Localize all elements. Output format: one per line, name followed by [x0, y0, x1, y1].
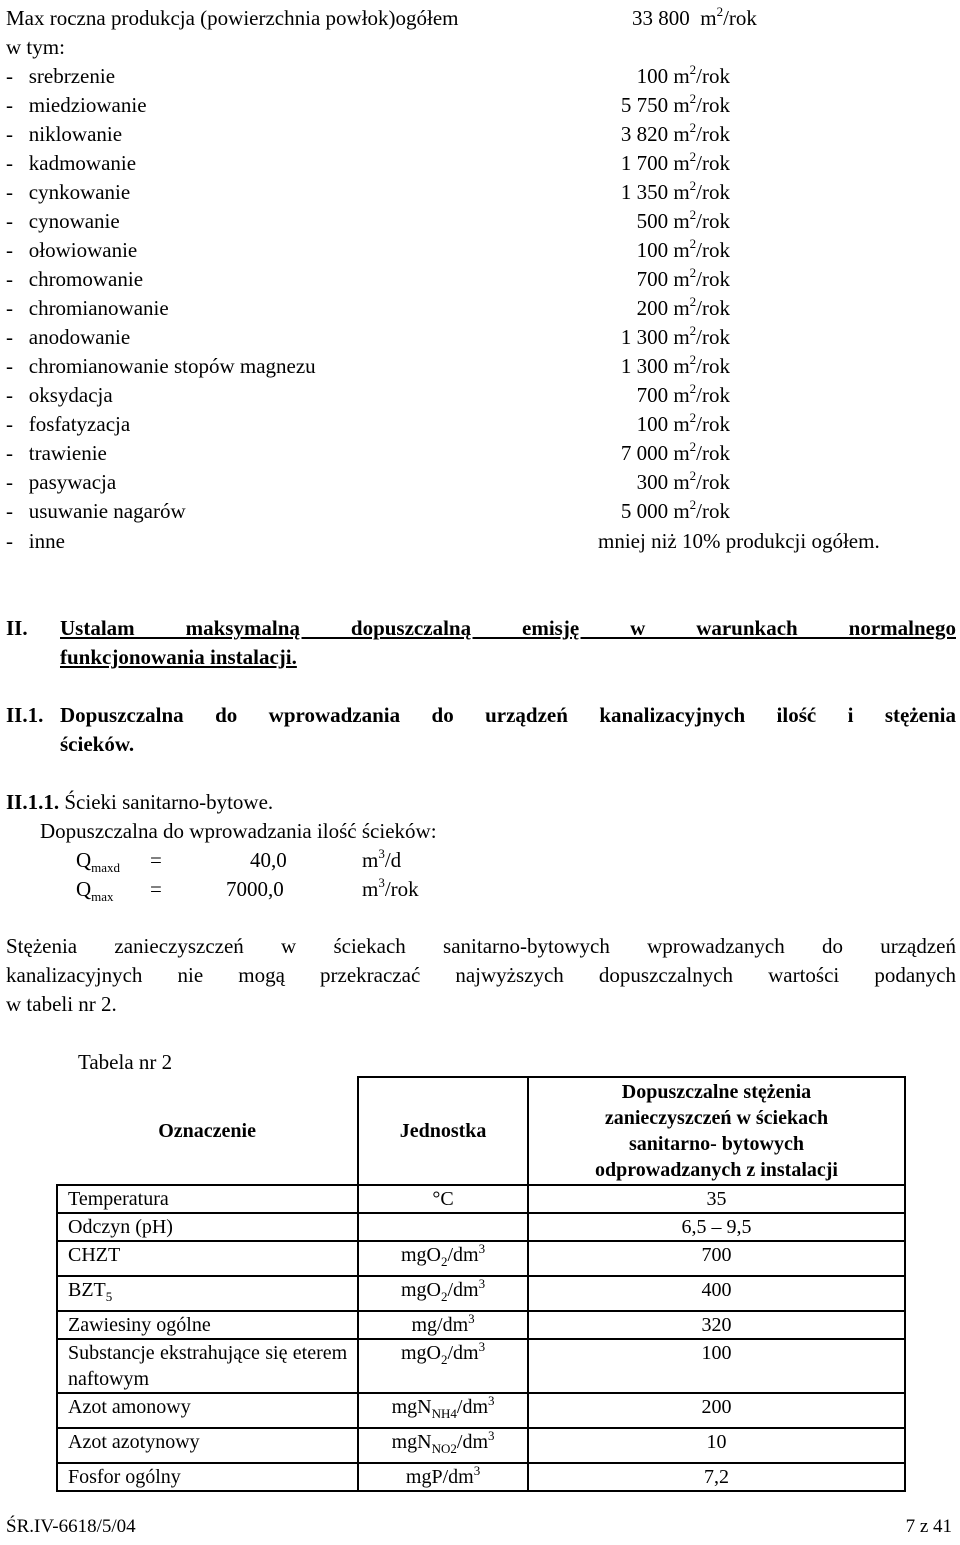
production-item-value: 1 300 $m^2$/rok [620, 352, 730, 378]
section-2-1-1-intro: Dopuszczalna do wprowadzania ilość ścieków: [40, 819, 437, 843]
table-2-caption: Tabela nr 2 [78, 1050, 173, 1074]
production-total-value: 33 800 $m^2$/rok [632, 4, 757, 30]
production-item-label: - cynowanie [6, 209, 120, 233]
production-item-value: 1 300 $m^2$/rok [620, 323, 730, 349]
table-2-row [57, 1276, 905, 1311]
production-item-label: - anodowanie [6, 325, 131, 349]
cell-oznaczenie: Fosfor ogólny [57, 1463, 358, 1491]
table-2-row [57, 1241, 905, 1276]
cell-oznaczenie: Azot azotynowy [57, 1428, 358, 1463]
footer-reference: ŚR.IV-6618/5/04 [6, 1516, 136, 1537]
cell-wartosc: 6,5 – 9,5 [528, 1213, 905, 1241]
table-2-row [57, 1185, 905, 1213]
section-2-1-1-title-row [6, 788, 273, 816]
section-2-1-heading-line2: ścieków. [60, 732, 135, 756]
cell-jednostka: $mgN_{NH4}/dm^3$ [358, 1393, 528, 1428]
qmax-unit: $m^3$/rok [362, 875, 419, 901]
header-jednostka: Jednostka [358, 1077, 528, 1185]
production-item-value: 7 000 $m^2$/rok [620, 439, 730, 465]
header-oznaczenie: Oznaczenie [57, 1077, 358, 1185]
section-2-heading-line1: Ustalam maksymalną dopuszczalną emisję w warunkach normalnego [60, 616, 956, 640]
section-2-1-number: II.1. [6, 703, 44, 727]
section-2-1-1-number: II.1.1. [6, 790, 60, 814]
production-item-label: - chromowanie [6, 267, 144, 291]
production-other-label: - inne [6, 529, 65, 553]
production-item-value: 500 $m^2$/rok [636, 207, 730, 233]
cell-oznaczenie: CHZT [57, 1241, 358, 1276]
production-item-value: 5 000 $m^2$/rok [620, 497, 730, 523]
production-item-value: 1 350 $m^2$/rok [620, 178, 730, 204]
concentration-paragraph [6, 932, 956, 1019]
section-2-1-heading-line1: Dopuszczalna do wprowadzania do urządzeń kanalizacyjnych ilość i stężenia [60, 703, 956, 727]
table-2-row [57, 1311, 905, 1339]
cell-oznaczenie: Azot amonowy [57, 1393, 358, 1428]
production-item-value: 700 $m^2$/rok [636, 381, 730, 407]
table-2-row [57, 1463, 905, 1491]
production-item-label: - pasywacja [6, 470, 117, 494]
production-item-label: - miedziowanie [6, 93, 147, 117]
production-item-value: 200 $m^2$/rok [636, 294, 730, 320]
cell-wartosc: 100 [528, 1339, 905, 1393]
cell-jednostka: $mgO_2/dm^3$ [358, 1339, 528, 1393]
production-item-label: - kadmowanie [6, 151, 137, 175]
section-2-number: II. [6, 616, 28, 640]
cell-wartosc: 35 [528, 1185, 905, 1213]
production-item-label: - chromianowanie stopów magnezu [6, 354, 316, 378]
production-item-label: - cynkowanie [6, 180, 131, 204]
table-2-row [57, 1213, 905, 1241]
production-item-label: - ołowiowanie [6, 238, 138, 262]
cell-wartosc: 320 [528, 1311, 905, 1339]
production-item-value: 5 750 $m^2$/rok [620, 91, 730, 117]
cell-jednostka: $mgN_{NO2}/dm^3$ [358, 1428, 528, 1463]
cell-wartosc: 7,2 [528, 1463, 905, 1491]
footer-page-number: 7 z 41 [905, 1516, 952, 1537]
production-item-value: 100 $m^2$/rok [636, 62, 730, 88]
production-total-label: Max roczna produkcja (powierzchnia powłok)ogółem [6, 6, 459, 30]
production-item-value: 100 $m^2$/rok [636, 236, 730, 262]
production-item-label: - trawienie [6, 441, 107, 465]
paragraph-line3: w tabeli nr 2. [6, 992, 117, 1016]
cell-jednostka: mgP/$dm^3$ [358, 1463, 528, 1491]
header-dopuszczalne: Dopuszczalne stężenia zanieczyszczeń w ściekach sanitarno- bytowych odprowadzanych z instalacji [528, 1077, 905, 1185]
section-2-heading-line2: funkcjonowania instalacji. [60, 645, 297, 669]
cell-oznaczenie: $BZT_5$ [57, 1276, 358, 1311]
qmax-symbol: $Q_{max}$ [76, 877, 114, 905]
qmaxd-equals: = [150, 848, 162, 872]
qmax-value: 7000,0 [226, 877, 284, 901]
production-item-value: 100 $m^2$/rok [636, 410, 730, 436]
page-footer [6, 1514, 952, 1540]
table-2-header-row [57, 1077, 905, 1185]
qmaxd-unit: $m^3/d$ [362, 846, 402, 872]
table-2 [56, 1076, 906, 1492]
production-item-label: - niklowanie [6, 122, 123, 146]
cell-oznaczenie: Substancje ekstrahujące się eterem naftowym [57, 1339, 358, 1393]
qmaxd-row [76, 846, 402, 876]
production-item-value: 700 $m^2$/rok [636, 265, 730, 291]
production-item-label: - chromianowanie [6, 296, 169, 320]
cell-jednostka: $mgO_2/dm^3$ [358, 1276, 528, 1311]
table-2-row [57, 1339, 905, 1393]
cell-jednostka [358, 1213, 528, 1241]
table-2-row [57, 1428, 905, 1463]
production-item-value: 300 $m^2$/rok [636, 468, 730, 494]
cell-oznaczenie: Odczyn (pH) [57, 1213, 358, 1241]
section-2-1-1-title: Ścieki sanitarno-bytowe. [64, 790, 274, 814]
production-item-label: - oksydacja [6, 383, 113, 407]
cell-wartosc: 200 [528, 1393, 905, 1428]
qmaxd-symbol: $Q_{maxd}$ [76, 848, 121, 876]
qmaxd-value: 40,0 [250, 848, 287, 872]
table-2-row [57, 1393, 905, 1428]
cell-wartosc: 700 [528, 1241, 905, 1276]
cell-oznaczenie: Temperatura [57, 1185, 358, 1213]
paragraph-line1: Stężenia zanieczyszczeń w ściekach sanitarno-bytowych wprowadzanych do urządzeń [6, 934, 956, 958]
production-other-value: mniej niż 10% produkcji ogółem. [598, 529, 880, 553]
production-item-label: - srebrzenie [6, 64, 116, 88]
production-item-value: 1 700 $m^2$/rok [620, 149, 730, 175]
cell-wartosc: 400 [528, 1276, 905, 1311]
cell-oznaczenie: Zawiesiny ogólne [57, 1311, 358, 1339]
cell-jednostka: °C [358, 1185, 528, 1213]
cell-wartosc: 10 [528, 1428, 905, 1463]
qmax-equals: = [150, 877, 162, 901]
paragraph-line2: kanalizacyjnych nie mogą przekraczać najwyższych dopuszczalnych wartości podanych [6, 963, 956, 987]
production-item-label: - fosfatyzacja [6, 412, 131, 436]
production-item-value: 3 820 $m^2$/rok [620, 120, 730, 146]
cell-jednostka: $mgO_2/dm^3$ [358, 1241, 528, 1276]
production-item-label: - usuwanie nagarów [6, 499, 186, 523]
cell-jednostka: $mg/dm^3$ [358, 1311, 528, 1339]
qmax-row [76, 875, 419, 905]
